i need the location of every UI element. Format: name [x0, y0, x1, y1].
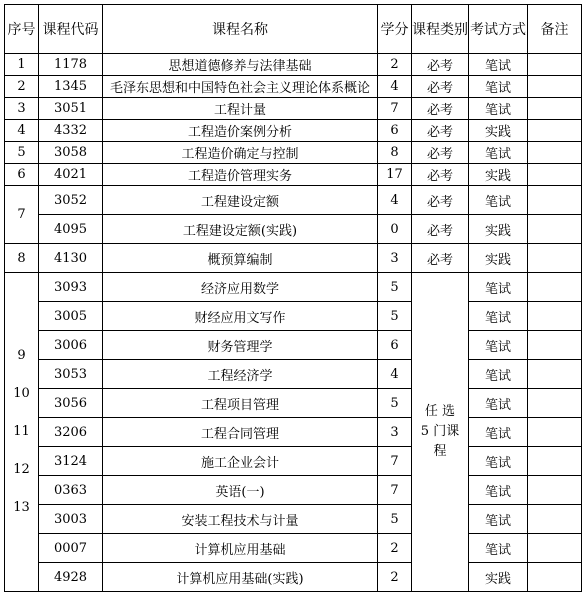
cell-no: 3 — [5, 98, 39, 120]
cell-name: 工程造价确定与控制 — [103, 142, 378, 164]
elective-no: 11 — [13, 424, 30, 439]
table-row — [5, 273, 582, 302]
cell-code: 4095 — [39, 215, 103, 244]
table-row — [5, 244, 582, 273]
cell-credit: 0 — [378, 215, 412, 244]
cell-note — [528, 273, 582, 302]
cell-name: 财经应用文写作 — [103, 302, 378, 331]
cell-name: 工程项目管理 — [103, 389, 378, 418]
table-row — [5, 164, 582, 186]
cell-exam: 笔试 — [469, 389, 528, 418]
elective-category-text: 任 选 5 门课程 — [420, 404, 460, 459]
table-row — [5, 534, 582, 563]
header-note: 备注 — [528, 5, 582, 54]
cell-name: 工程建设定额 — [103, 186, 378, 215]
cell-code: 3005 — [39, 302, 103, 331]
cell-exam: 笔试 — [469, 418, 528, 447]
cell-note — [528, 447, 582, 476]
cell-note — [528, 418, 582, 447]
cell-note — [528, 98, 582, 120]
cell-code: 0363 — [39, 476, 103, 505]
table-row — [5, 389, 582, 418]
cell-note — [528, 505, 582, 534]
cell-category: 必考 — [412, 120, 469, 142]
table-row — [5, 98, 582, 120]
cell-note — [528, 142, 582, 164]
cell-name: 工程建设定额(实践) — [103, 215, 378, 244]
table-row — [5, 186, 582, 215]
cell-credit: 5 — [378, 505, 412, 534]
cell-category: 必考 — [412, 244, 469, 273]
cell-code: 3206 — [39, 418, 103, 447]
cell-exam: 笔试 — [469, 302, 528, 331]
cell-note — [528, 186, 582, 215]
cell-no: 2 — [5, 76, 39, 98]
cell-exam: 笔试 — [469, 54, 528, 76]
cell-credit: 4 — [378, 360, 412, 389]
cell-credit: 3 — [378, 244, 412, 273]
cell-code: 4130 — [39, 244, 103, 273]
cell-name: 工程造价管理实务 — [103, 164, 378, 186]
cell-credit: 7 — [378, 98, 412, 120]
cell-note — [528, 76, 582, 98]
cell-credit: 17 — [378, 164, 412, 186]
table-row — [5, 447, 582, 476]
cell-no: 5 — [5, 142, 39, 164]
header-category: 课程类别 — [412, 5, 469, 54]
table-row — [5, 331, 582, 360]
cell-name: 工程计量 — [103, 98, 378, 120]
cell-category: 必考 — [412, 98, 469, 120]
cell-name: 安装工程技术与计量 — [103, 505, 378, 534]
cell-name: 工程合同管理 — [103, 418, 378, 447]
cell-credit: 6 — [378, 331, 412, 360]
cell-credit: 3 — [378, 418, 412, 447]
cell-name: 工程经济学 — [103, 360, 378, 389]
header-row — [5, 5, 582, 54]
table-row — [5, 54, 582, 76]
cell-note — [528, 360, 582, 389]
table-row — [5, 76, 582, 98]
cell-credit: 5 — [378, 389, 412, 418]
course-table — [4, 4, 582, 592]
cell-name: 工程造价案例分析 — [103, 120, 378, 142]
table-row — [5, 505, 582, 534]
cell-note — [528, 164, 582, 186]
table-row — [5, 563, 582, 592]
cell-exam: 笔试 — [469, 331, 528, 360]
cell-exam: 笔试 — [469, 534, 528, 563]
cell-note — [528, 476, 582, 505]
cell-category-elective — [412, 273, 469, 592]
table-row — [5, 476, 582, 505]
header-no: 序号 — [5, 5, 39, 54]
elective-no: 12 — [13, 462, 30, 477]
cell-code: 3093 — [39, 273, 103, 302]
cell-code: 4332 — [39, 120, 103, 142]
header-exam: 考试方式 — [469, 5, 528, 54]
cell-note — [528, 331, 582, 360]
header-code: 课程代码 — [39, 5, 103, 54]
cell-exam: 实践 — [469, 215, 528, 244]
cell-name: 计算机应用基础 — [103, 534, 378, 563]
cell-exam: 实践 — [469, 164, 528, 186]
cell-credit: 7 — [378, 476, 412, 505]
cell-credit: 5 — [378, 302, 412, 331]
cell-credit: 8 — [378, 142, 412, 164]
cell-name: 计算机应用基础(实践) — [103, 563, 378, 592]
table-row — [5, 302, 582, 331]
cell-code: 3053 — [39, 360, 103, 389]
cell-name: 施工企业会计 — [103, 447, 378, 476]
cell-code: 0007 — [39, 534, 103, 563]
table-row — [5, 142, 582, 164]
cell-exam: 笔试 — [469, 273, 528, 302]
elective-no: 9 — [17, 348, 26, 363]
cell-code: 3124 — [39, 447, 103, 476]
cell-exam: 实践 — [469, 563, 528, 592]
cell-note — [528, 54, 582, 76]
cell-note — [528, 244, 582, 273]
cell-note — [528, 389, 582, 418]
cell-credit: 4 — [378, 186, 412, 215]
header-credit: 学分 — [378, 5, 412, 54]
table-row — [5, 120, 582, 142]
cell-note — [528, 215, 582, 244]
cell-no-merged: 7 — [5, 186, 39, 244]
cell-note — [528, 534, 582, 563]
cell-category: 必考 — [412, 164, 469, 186]
table-row — [5, 418, 582, 447]
cell-exam: 实践 — [469, 120, 528, 142]
cell-category: 必考 — [412, 142, 469, 164]
cell-exam: 笔试 — [469, 505, 528, 534]
table-row — [5, 360, 582, 389]
cell-code: 1178 — [39, 54, 103, 76]
cell-code: 3006 — [39, 331, 103, 360]
cell-exam: 笔试 — [469, 142, 528, 164]
cell-category: 必考 — [412, 54, 469, 76]
cell-exam: 笔试 — [469, 447, 528, 476]
cell-code: 4928 — [39, 563, 103, 592]
cell-exam: 笔试 — [469, 76, 528, 98]
cell-name: 英语(一) — [103, 476, 378, 505]
cell-category: 必考 — [412, 215, 469, 244]
cell-no-elective — [5, 273, 39, 592]
cell-credit: 6 — [378, 120, 412, 142]
cell-exam: 笔试 — [469, 98, 528, 120]
table-row — [5, 215, 582, 244]
header-name: 课程名称 — [103, 5, 378, 54]
cell-exam: 笔试 — [469, 186, 528, 215]
cell-note — [528, 120, 582, 142]
cell-no: 6 — [5, 164, 39, 186]
cell-credit: 2 — [378, 54, 412, 76]
cell-category: 必考 — [412, 76, 469, 98]
cell-name: 思想道德修养与法律基础 — [103, 54, 378, 76]
cell-name: 经济应用数学 — [103, 273, 378, 302]
cell-exam: 实践 — [469, 244, 528, 273]
cell-credit: 5 — [378, 273, 412, 302]
cell-code: 3003 — [39, 505, 103, 534]
cell-code: 3052 — [39, 186, 103, 215]
elective-no: 10 — [13, 386, 30, 401]
cell-code: 3056 — [39, 389, 103, 418]
cell-name: 财务管理学 — [103, 331, 378, 360]
cell-no: 1 — [5, 54, 39, 76]
cell-code: 4021 — [39, 164, 103, 186]
cell-no: 4 — [5, 120, 39, 142]
cell-code: 3058 — [39, 142, 103, 164]
cell-code: 1345 — [39, 76, 103, 98]
cell-exam: 笔试 — [469, 360, 528, 389]
cell-credit: 2 — [378, 563, 412, 592]
cell-category: 必考 — [412, 186, 469, 215]
cell-exam: 笔试 — [469, 476, 528, 505]
cell-credit: 4 — [378, 76, 412, 98]
cell-no: 8 — [5, 244, 39, 273]
cell-name: 概预算编制 — [103, 244, 378, 273]
elective-no: 13 — [13, 500, 30, 515]
cell-note — [528, 302, 582, 331]
cell-credit: 2 — [378, 534, 412, 563]
cell-credit: 7 — [378, 447, 412, 476]
cell-code: 3051 — [39, 98, 103, 120]
cell-name: 毛泽东思想和中国特色社会主义理论体系概论 — [103, 76, 378, 98]
cell-note — [528, 563, 582, 592]
